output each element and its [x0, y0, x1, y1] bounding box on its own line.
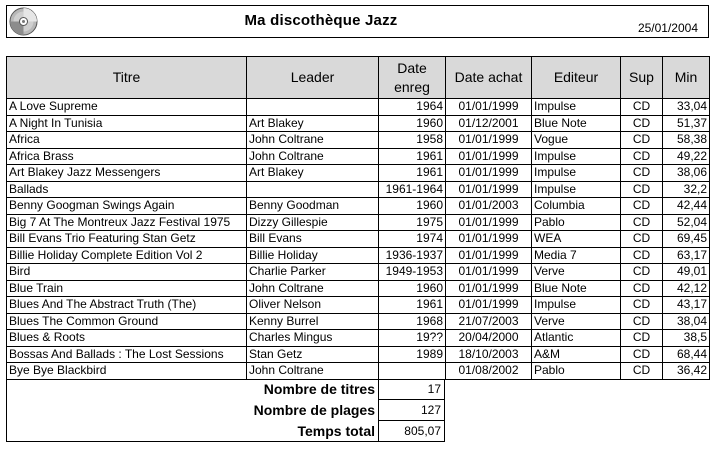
table-row	[7, 214, 710, 231]
cell-date-achat[interactable]: 01/01/1999	[446, 99, 532, 116]
cell-sup[interactable]: CD	[621, 198, 663, 215]
page-title: Ma discothèque Jazz	[244, 12, 398, 29]
table-row	[7, 363, 710, 380]
cell-date-enreg[interactable]: 1958	[379, 132, 446, 149]
cell-sup[interactable]: CD	[621, 264, 663, 281]
cell-titre[interactable]: Blue Train	[7, 280, 247, 297]
cell-leader[interactable]: Billie Holiday	[247, 247, 379, 264]
cell-editeur[interactable]: Impulse	[532, 297, 621, 314]
table-row	[7, 231, 710, 248]
summary-row-total	[7, 421, 445, 442]
cell-sup[interactable]: CD	[621, 363, 663, 380]
cell-date-enreg[interactable]: 1961-1964	[379, 181, 446, 198]
summary-titles-label: Nombre de titres	[7, 379, 379, 400]
cell-date-achat[interactable]: 20/04/2000	[446, 330, 532, 347]
cell-date-achat[interactable]: 01/01/1999	[446, 132, 532, 149]
cell-date-enreg[interactable]: 1968	[379, 313, 446, 330]
cell-date-achat[interactable]: 01/01/1999	[446, 181, 532, 198]
cell-sup[interactable]: CD	[621, 330, 663, 347]
cell-min[interactable]: 52,04	[663, 214, 710, 231]
disc-table	[6, 56, 710, 380]
cell-sup[interactable]: CD	[621, 148, 663, 165]
table-row	[7, 280, 710, 297]
cell-editeur[interactable]: Pablo	[532, 363, 621, 380]
cell-titre[interactable]: Benny Googman Swings Again	[7, 198, 247, 215]
sheet-header	[6, 5, 709, 38]
cell-leader[interactable]: Art Blakey	[247, 165, 379, 182]
cell-date-achat[interactable]: 01/12/2001	[446, 115, 532, 132]
cell-titre[interactable]: Art Blakey Jazz Messengers	[7, 165, 247, 182]
table-row	[7, 198, 710, 215]
cell-date-enreg[interactable]: 1961	[379, 165, 446, 182]
cell-editeur[interactable]: Vogue	[532, 132, 621, 149]
cell-min[interactable]: 58,38	[663, 132, 710, 149]
cell-date-enreg[interactable]: 1974	[379, 231, 446, 248]
cell-titre[interactable]: A Night In Tunisia	[7, 115, 247, 132]
cell-date-enreg[interactable]: 1975	[379, 214, 446, 231]
cell-date-achat[interactable]: 01/01/1999	[446, 214, 532, 231]
cell-titre[interactable]: Bye Bye Blackbird	[7, 363, 247, 380]
cell-titre[interactable]: Bossas And Ballads : The Lost Sessions	[7, 346, 247, 363]
cell-titre[interactable]: Big 7 At The Montreux Jazz Festival 1975	[7, 214, 247, 231]
summary-tracks-value[interactable]: 127	[379, 400, 445, 421]
cell-date-achat[interactable]: 01/01/1999	[446, 231, 532, 248]
cell-titre[interactable]: Bird	[7, 264, 247, 281]
cell-leader[interactable]: Oliver Nelson	[247, 297, 379, 314]
cell-leader[interactable]: Kenny Burrel	[247, 313, 379, 330]
column-header-date-enreg[interactable]: Date enreg	[379, 57, 446, 99]
cell-min[interactable]: 49,01	[663, 264, 710, 281]
cell-titre[interactable]: Ballads	[7, 181, 247, 198]
cell-min[interactable]: 63,17	[663, 247, 710, 264]
cell-date-enreg[interactable]: 1936-1937	[379, 247, 446, 264]
cell-date-enreg[interactable]: 1960	[379, 280, 446, 297]
cell-date-enreg[interactable]: 1949-1953	[379, 264, 446, 281]
summary-total-value[interactable]: 805,07	[379, 421, 445, 442]
cell-date-achat[interactable]: 21/07/2003	[446, 313, 532, 330]
cell-leader[interactable]: John Coltrane	[247, 363, 379, 380]
cell-min[interactable]: 38,5	[663, 330, 710, 347]
summary-row-tracks	[7, 400, 445, 421]
cell-date-enreg[interactable]: 1989	[379, 346, 446, 363]
cell-sup[interactable]: CD	[621, 231, 663, 248]
column-header-date-achat[interactable]: Date achat	[446, 57, 532, 99]
table-row	[7, 313, 710, 330]
cell-date-achat[interactable]: 01/01/1999	[446, 297, 532, 314]
table-row	[7, 132, 710, 149]
cell-min[interactable]: 68,44	[663, 346, 710, 363]
cell-titre[interactable]: Africa Brass	[7, 148, 247, 165]
column-header-min[interactable]: Min	[663, 57, 710, 99]
cell-titre[interactable]: Blues & Roots	[7, 330, 247, 347]
cell-leader[interactable]: Charles Mingus	[247, 330, 379, 347]
cell-min[interactable]: 38,06	[663, 165, 710, 182]
cell-titre[interactable]: Africa	[7, 132, 247, 149]
cell-editeur[interactable]: Columbia	[532, 198, 621, 215]
cell-leader[interactable]: Art Blakey	[247, 115, 379, 132]
cell-min[interactable]: 42,12	[663, 280, 710, 297]
table-row	[7, 165, 710, 182]
summary-total-label: Temps total	[7, 421, 379, 442]
table-row	[7, 346, 710, 363]
summary-row-titles	[7, 379, 445, 400]
table-row	[7, 297, 710, 314]
cell-min[interactable]: 51,37	[663, 115, 710, 132]
table-row	[7, 330, 710, 347]
cell-date-enreg[interactable]: 1960	[379, 198, 446, 215]
cell-titre[interactable]: Blues The Common Ground	[7, 313, 247, 330]
cell-min[interactable]: 38,04	[663, 313, 710, 330]
cell-leader[interactable]: Dizzy Gillespie	[247, 214, 379, 231]
cell-date-enreg[interactable]: 1961	[379, 297, 446, 314]
cell-min[interactable]: 49,22	[663, 148, 710, 165]
cell-sup[interactable]: CD	[621, 115, 663, 132]
cell-sup[interactable]: CD	[621, 280, 663, 297]
cell-date-achat[interactable]: 01/01/1999	[446, 280, 532, 297]
column-header-editeur[interactable]: Editeur	[532, 57, 621, 99]
column-header-leader[interactable]: Leader	[247, 57, 379, 99]
cell-date-achat[interactable]: 18/10/2003	[446, 346, 532, 363]
sheet-date: 25/01/2004	[637, 21, 698, 35]
table-row	[7, 181, 710, 198]
cell-date-achat[interactable]: 01/01/2003	[446, 198, 532, 215]
summary-tracks-label: Nombre de plages	[7, 400, 379, 421]
cell-leader[interactable]	[247, 181, 379, 198]
cell-min[interactable]: 33,04	[663, 99, 710, 116]
cell-min[interactable]: 42,44	[663, 198, 710, 215]
cell-editeur[interactable]: Pablo	[532, 214, 621, 231]
column-header-sup[interactable]: Sup	[621, 57, 663, 99]
cell-leader[interactable]: John Coltrane	[247, 132, 379, 149]
table-row	[7, 247, 710, 264]
table-row	[7, 99, 710, 116]
cell-editeur[interactable]: A&M	[532, 346, 621, 363]
cell-leader[interactable]: Benny Goodman	[247, 198, 379, 215]
cell-editeur[interactable]: Blue Note	[532, 115, 621, 132]
cell-date-enreg[interactable]: 1964	[379, 99, 446, 116]
cell-date-achat[interactable]: 01/01/1999	[446, 148, 532, 165]
cell-editeur[interactable]: Media 7	[532, 247, 621, 264]
cell-sup[interactable]: CD	[621, 346, 663, 363]
cell-date-achat[interactable]: 01/01/1999	[446, 247, 532, 264]
cell-titre[interactable]: Blues And The Abstract Truth (The)	[7, 297, 247, 314]
table-row	[7, 264, 710, 281]
cell-date-enreg[interactable]: 1960	[379, 115, 446, 132]
cell-editeur[interactable]: Impulse	[532, 165, 621, 182]
cell-date-enreg[interactable]: 1961	[379, 148, 446, 165]
cell-min[interactable]: 69,45	[663, 231, 710, 248]
column-header-titre[interactable]: Titre	[7, 57, 247, 99]
cell-sup[interactable]: CD	[621, 214, 663, 231]
summary-titles-value[interactable]: 17	[379, 379, 445, 400]
cell-titre[interactable]: A Love Supreme	[7, 99, 247, 116]
table-row	[7, 148, 710, 165]
cell-titre[interactable]: Bill Evans Trio Featuring Stan Getz	[7, 231, 247, 248]
cell-editeur[interactable]: Blue Note	[532, 280, 621, 297]
cell-date-enreg[interactable]	[379, 363, 446, 380]
header-row	[7, 57, 710, 99]
table-row	[7, 115, 710, 132]
cell-leader[interactable]: Charlie Parker	[247, 264, 379, 281]
cell-sup[interactable]: CD	[621, 165, 663, 182]
cell-sup[interactable]: CD	[621, 247, 663, 264]
cell-sup[interactable]: CD	[621, 297, 663, 314]
cell-sup[interactable]: CD	[621, 132, 663, 149]
cell-date-achat[interactable]: 01/08/2002	[446, 363, 532, 380]
cell-editeur[interactable]: Impulse	[532, 99, 621, 116]
cell-editeur[interactable]: WEA	[532, 231, 621, 248]
cell-leader[interactable]: John Coltrane	[247, 280, 379, 297]
cell-editeur[interactable]: Impulse	[532, 148, 621, 165]
cell-titre[interactable]: Billie Holiday Complete Edition Vol 2	[7, 247, 247, 264]
cell-leader[interactable]: John Coltrane	[247, 148, 379, 165]
cell-editeur[interactable]: Impulse	[532, 181, 621, 198]
cell-leader[interactable]	[247, 99, 379, 116]
cell-date-achat[interactable]: 01/01/1999	[446, 264, 532, 281]
summary-table	[6, 379, 445, 442]
cell-date-achat[interactable]: 01/01/1999	[446, 165, 532, 182]
cell-editeur[interactable]: Atlantic	[532, 330, 621, 347]
cell-editeur[interactable]: Verve	[532, 313, 621, 330]
cell-leader[interactable]: Stan Getz	[247, 346, 379, 363]
cell-min[interactable]: 43,17	[663, 297, 710, 314]
cell-sup[interactable]: CD	[621, 181, 663, 198]
cell-sup[interactable]: CD	[621, 313, 663, 330]
cell-leader[interactable]: Bill Evans	[247, 231, 379, 248]
cell-date-enreg[interactable]: 19??	[379, 330, 446, 347]
cell-editeur[interactable]: Verve	[532, 264, 621, 281]
cell-sup[interactable]: CD	[621, 99, 663, 116]
cell-min[interactable]: 32,2	[663, 181, 710, 198]
cell-min[interactable]: 36,42	[663, 363, 710, 380]
